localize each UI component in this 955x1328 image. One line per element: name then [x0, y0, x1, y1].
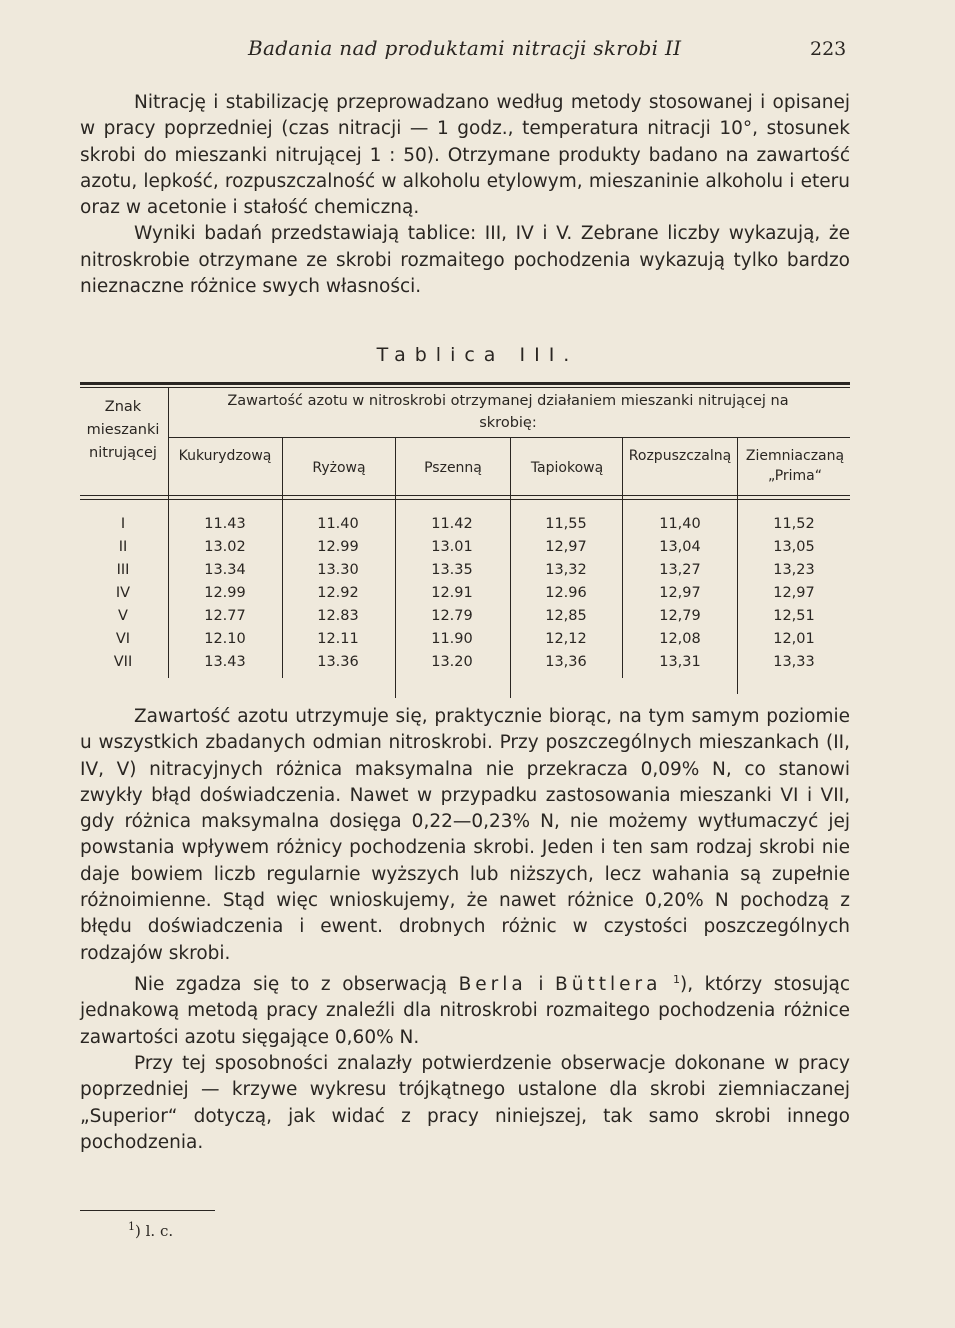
table-cell: 12.83 — [317, 608, 359, 624]
table-cell: 11.90 — [431, 631, 473, 647]
table-cell: 13.36 — [317, 654, 359, 670]
table-cell: 12.99 — [204, 585, 246, 601]
table-cell: 12.92 — [317, 585, 359, 601]
table-cell: 11.42 — [431, 516, 473, 532]
col-header: Ryżową — [312, 460, 366, 476]
table-cell: 13.34 — [204, 562, 246, 578]
row-mark: V — [118, 608, 128, 624]
row-mark: I — [120, 516, 126, 532]
table-cell: 12,79 — [659, 608, 701, 624]
table-cell: 13,04 — [659, 539, 701, 555]
table-cell: 12.77 — [204, 608, 246, 624]
table-cell: 12.99 — [317, 539, 359, 555]
paragraph-5: Przy tej sposobności znalazły potwierdzenie obserwacje dokonane w pracy poprzedniej — krzywe wykresu trójkątnego ustalone dla skrobi ziemniaczanej „Superior“ dotyczą, jak widać z pracy niniejszej, tak samo skrobi innego pochodzenia. — [80, 1053, 850, 1153]
footnote-mark: 1 — [128, 1220, 135, 1233]
col-header: Rozpuszczalną — [628, 448, 732, 464]
table-cell: 12,08 — [659, 631, 701, 647]
table-cell: 12.11 — [317, 631, 359, 647]
table-cell: 13,36 — [545, 654, 587, 670]
table-cell: 12.96 — [545, 585, 587, 601]
table-caption: Tablica III. — [376, 344, 579, 366]
footnote — [128, 1220, 173, 1240]
footnote-text: ) l. c. — [135, 1222, 174, 1240]
table-cell: 11.43 — [204, 516, 246, 532]
footnote-ref: 1 — [673, 972, 681, 986]
table-cell: 13,27 — [659, 562, 701, 578]
row-mark: III — [116, 562, 130, 578]
table-cell: 11.40 — [317, 516, 359, 532]
page-number: 223 — [810, 38, 847, 60]
row-mark: II — [118, 539, 128, 555]
table-cell: 13.43 — [204, 654, 246, 670]
table-cell: 12,51 — [773, 608, 815, 624]
table-cell: 13.02 — [204, 539, 246, 555]
footnote-divider — [80, 1210, 215, 1211]
table-cell: 12,97 — [545, 539, 587, 555]
row-mark: VII — [113, 654, 133, 670]
author-name-2: Büttlera — [555, 974, 662, 996]
table-cell: 12,85 — [545, 608, 587, 624]
table-cell: 11,52 — [773, 516, 815, 532]
table-cell: 13.01 — [431, 539, 473, 555]
author-name-1: Berla — [458, 974, 527, 996]
table-cell: 12,12 — [545, 631, 587, 647]
col-header: Pszenną — [424, 460, 482, 476]
running-title: Badania nad produktami nitracji skrobi II — [248, 36, 682, 60]
nitrogen-table — [80, 382, 850, 702]
table-cell: 13.30 — [317, 562, 359, 578]
table-cell: 13,33 — [773, 654, 815, 670]
col-header: Kukurydzową — [178, 448, 272, 464]
table-cell: 12.79 — [431, 608, 473, 624]
table-cell: 13,32 — [545, 562, 587, 578]
paragraph-3: Zawartość azotu utrzymuje się, praktycznie biorąc, na tym samym poziomie u wszystkich zbadanych odmian nitroskrobi. Przy poszczególnych mieszankach (II, IV, V) nitracyjnych różnica maksymalna nie przekracza 0,09% N, co stanowi zwykły błąd doświadczenia. Nawet w przypadku zastosowania mieszanki VI i VII, gdy różnica maksymalna dosięga 0,22—0,23% N, nie możemy wytłumaczyć jej powstania wpływem różnicy pochodzenia skrobi. Jeden i ten sam rodzaj skrobi nie daje bowiem liczb regularnie wyższych lub niższych, lecz wahania są zupełnie różnoimienne. Stąd więc wnioskujemy, że nawet różnice 0,20% N pochodzą z błędu doświadczenia i ewent. drobnych różnic w czystości poszczególnych rodzajów skrobi. — [80, 706, 850, 964]
table-cell: 11,40 — [659, 516, 701, 532]
discussion-text — [80, 704, 850, 1156]
table-cell: 11,55 — [545, 516, 587, 532]
table-cell: 13.35 — [431, 562, 473, 578]
intro-text — [80, 90, 850, 300]
p4-end: ), którzy stosując jednakową metodą pracy znaleźli dla nitroskrobi rozmaitego pochodzenia różnice zawartości azotu sięgające 0,60% N. — [80, 974, 851, 1048]
table-cell: 13,31 — [659, 654, 701, 670]
table-cell: 13,05 — [773, 539, 815, 555]
table-cell: 12,97 — [773, 585, 815, 601]
table-cell: 13.20 — [431, 654, 473, 670]
col-header: Ziemniaczaną „Prima“ — [745, 448, 845, 484]
table-cell: 13,23 — [773, 562, 815, 578]
row-mark: VI — [115, 631, 131, 647]
row-mark: IV — [115, 585, 131, 601]
paragraph-2: Wyniki badań przedstawiają tablice: III, IV i V. Zebrane liczby wykazują, że nitroskrobie otrzymane ze skrobi rozmaitego pochodzenia wykazują tylko bardzo nieznaczne różnice swych własności. — [80, 223, 850, 298]
p4-and: i — [538, 974, 544, 996]
col-header: Tapiokową — [530, 460, 604, 476]
paragraph-1: Nitrację i stabilizację przeprowadzano według metody stosowanej i opisanej w pracy poprzedniej (czas nitracji — 1 godz., temperatura nitracji 10°, stosunek skrobi do mieszanki nitrującej 1 : 50). Otrzymane produkty badano na zawartość azotu, lepkość, rozpuszczalność w alkoholu etylowym, mieszaninie alkoholu i eteru oraz w acetonie i stałość chemiczną. — [80, 92, 850, 219]
p4-start: Nie zgadza się to z obserwacją — [134, 974, 448, 996]
row-header: Znak mieszanki nitrującej — [86, 399, 160, 461]
table-cell: 12.91 — [431, 585, 473, 601]
table-cell: 12,97 — [659, 585, 701, 601]
paragraph-4 — [80, 967, 850, 1051]
group-header: Zawartość azotu w nitroskrobi otrzymanej działaniem mieszanki nitrującej na skrobię: — [227, 393, 789, 431]
table-cell: 12.10 — [204, 631, 246, 647]
table-cell: 12,01 — [773, 631, 815, 647]
